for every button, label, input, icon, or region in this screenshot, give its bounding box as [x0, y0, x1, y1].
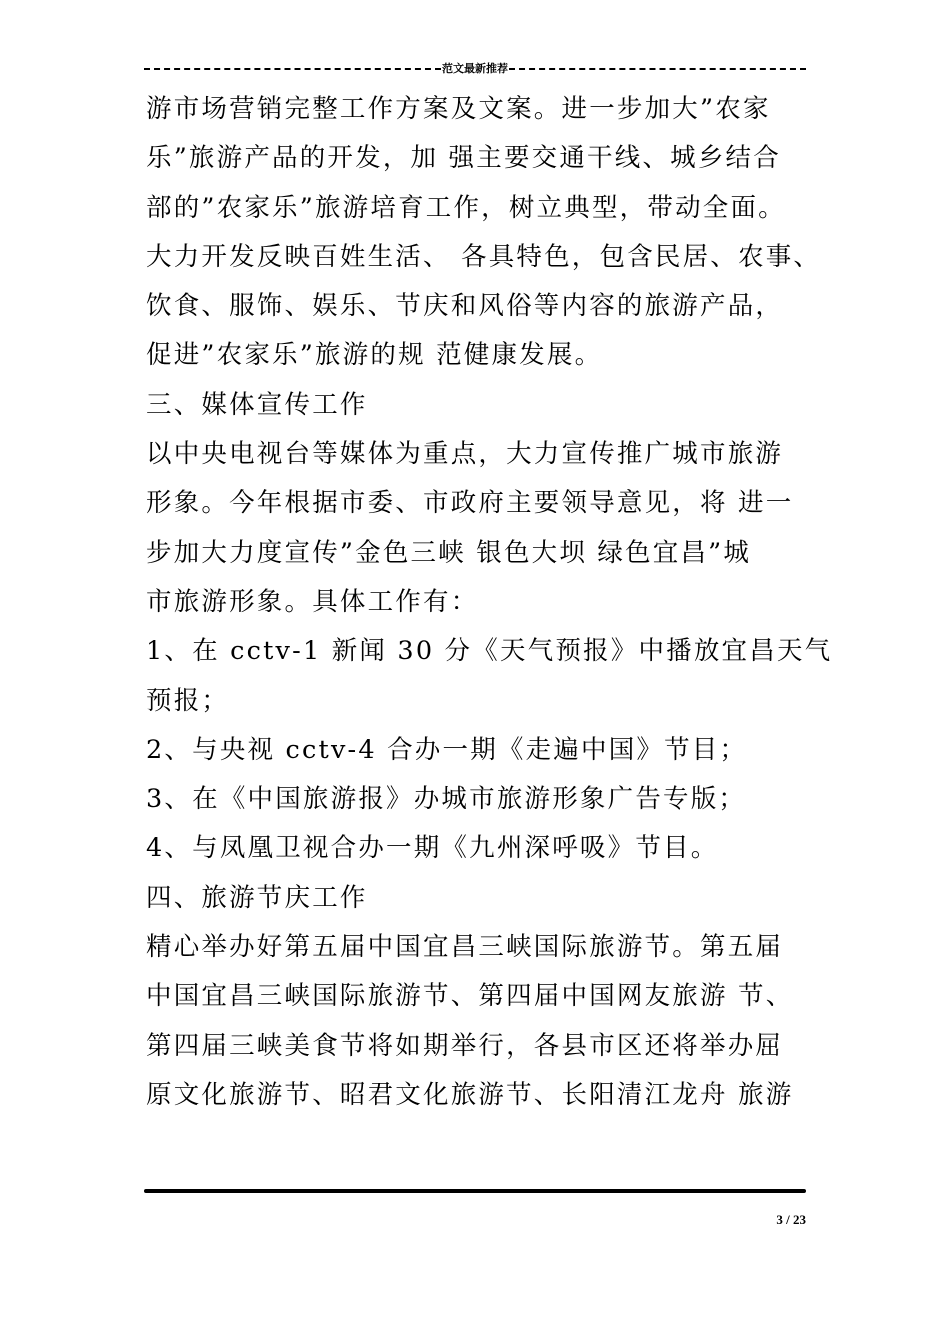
text-line: 市旅游形象。具体工作有： — [146, 586, 479, 617]
text-line: 以中央电视台等媒体为重点，大力宣传推广城市旅游 — [146, 439, 784, 470]
text-line: 原文化旅游节、昭君文化旅游节、长阳清江龙舟 旅游 — [146, 1079, 794, 1110]
text-line: 中国宜昌三峡国际旅游节、第四届中国网友旅游 节、 — [146, 981, 794, 1012]
list-item: 3、在《中国旅游报》办城市旅游形象广告专版； — [146, 784, 747, 815]
header-title: 范文最新推荐 — [442, 62, 508, 75]
text-line: 形象。今年根据市委、市政府主要领导意见，将 进一 — [146, 488, 794, 519]
text-line: 饮食、服饰、娱乐、节庆和风俗等内容的旅游产品， — [146, 291, 784, 322]
text-line: 乐”旅游产品的开发，加 强主要交通干线、城乡结合 — [146, 143, 781, 174]
header-dash-right — [509, 68, 806, 70]
list-item-continuation: 预报； — [146, 685, 230, 716]
list-item: 4、与凤凰卫视合办一期《九州深呼吸》节目。 — [146, 833, 719, 864]
text-line: 促进”农家乐”旅游的规 范健康发展。 — [146, 340, 603, 371]
text-line: 步加大力度宣传”金色三峡 银色大坝 绿色宜昌”城 — [146, 537, 752, 568]
page-number: 3 / 23 — [776, 1212, 806, 1227]
text-line: 大力开发反映百姓生活、 各具特色，包含民居、农事、 — [146, 241, 822, 272]
list-item: 1、在 cctv-1 新闻 30 分《天气预报》中播放宜昌天气 — [146, 636, 833, 667]
section-heading: 三、媒体宣传工作 — [146, 389, 368, 420]
text-line: 精心举办好第五届中国宜昌三峡国际旅游节。第五届 — [146, 932, 784, 963]
text-line: 游市场营销完整工作方案及文案。进一步加大”农家 — [146, 94, 771, 124]
footer-rule — [144, 1189, 806, 1193]
page-header — [144, 58, 806, 78]
list-item: 2、与央视 cctv-4 合办一期《走遍中国》节目； — [146, 734, 748, 765]
header-dash-left — [144, 68, 441, 70]
document-body — [146, 85, 833, 1120]
text-line: 部的”农家乐”旅游培育工作，树立典型，带动全面。 — [146, 192, 786, 223]
text-line: 第四届三峡美食节将如期举行，各县市区还将举办屈 — [146, 1030, 784, 1061]
section-heading: 四、旅游节庆工作 — [146, 882, 368, 913]
